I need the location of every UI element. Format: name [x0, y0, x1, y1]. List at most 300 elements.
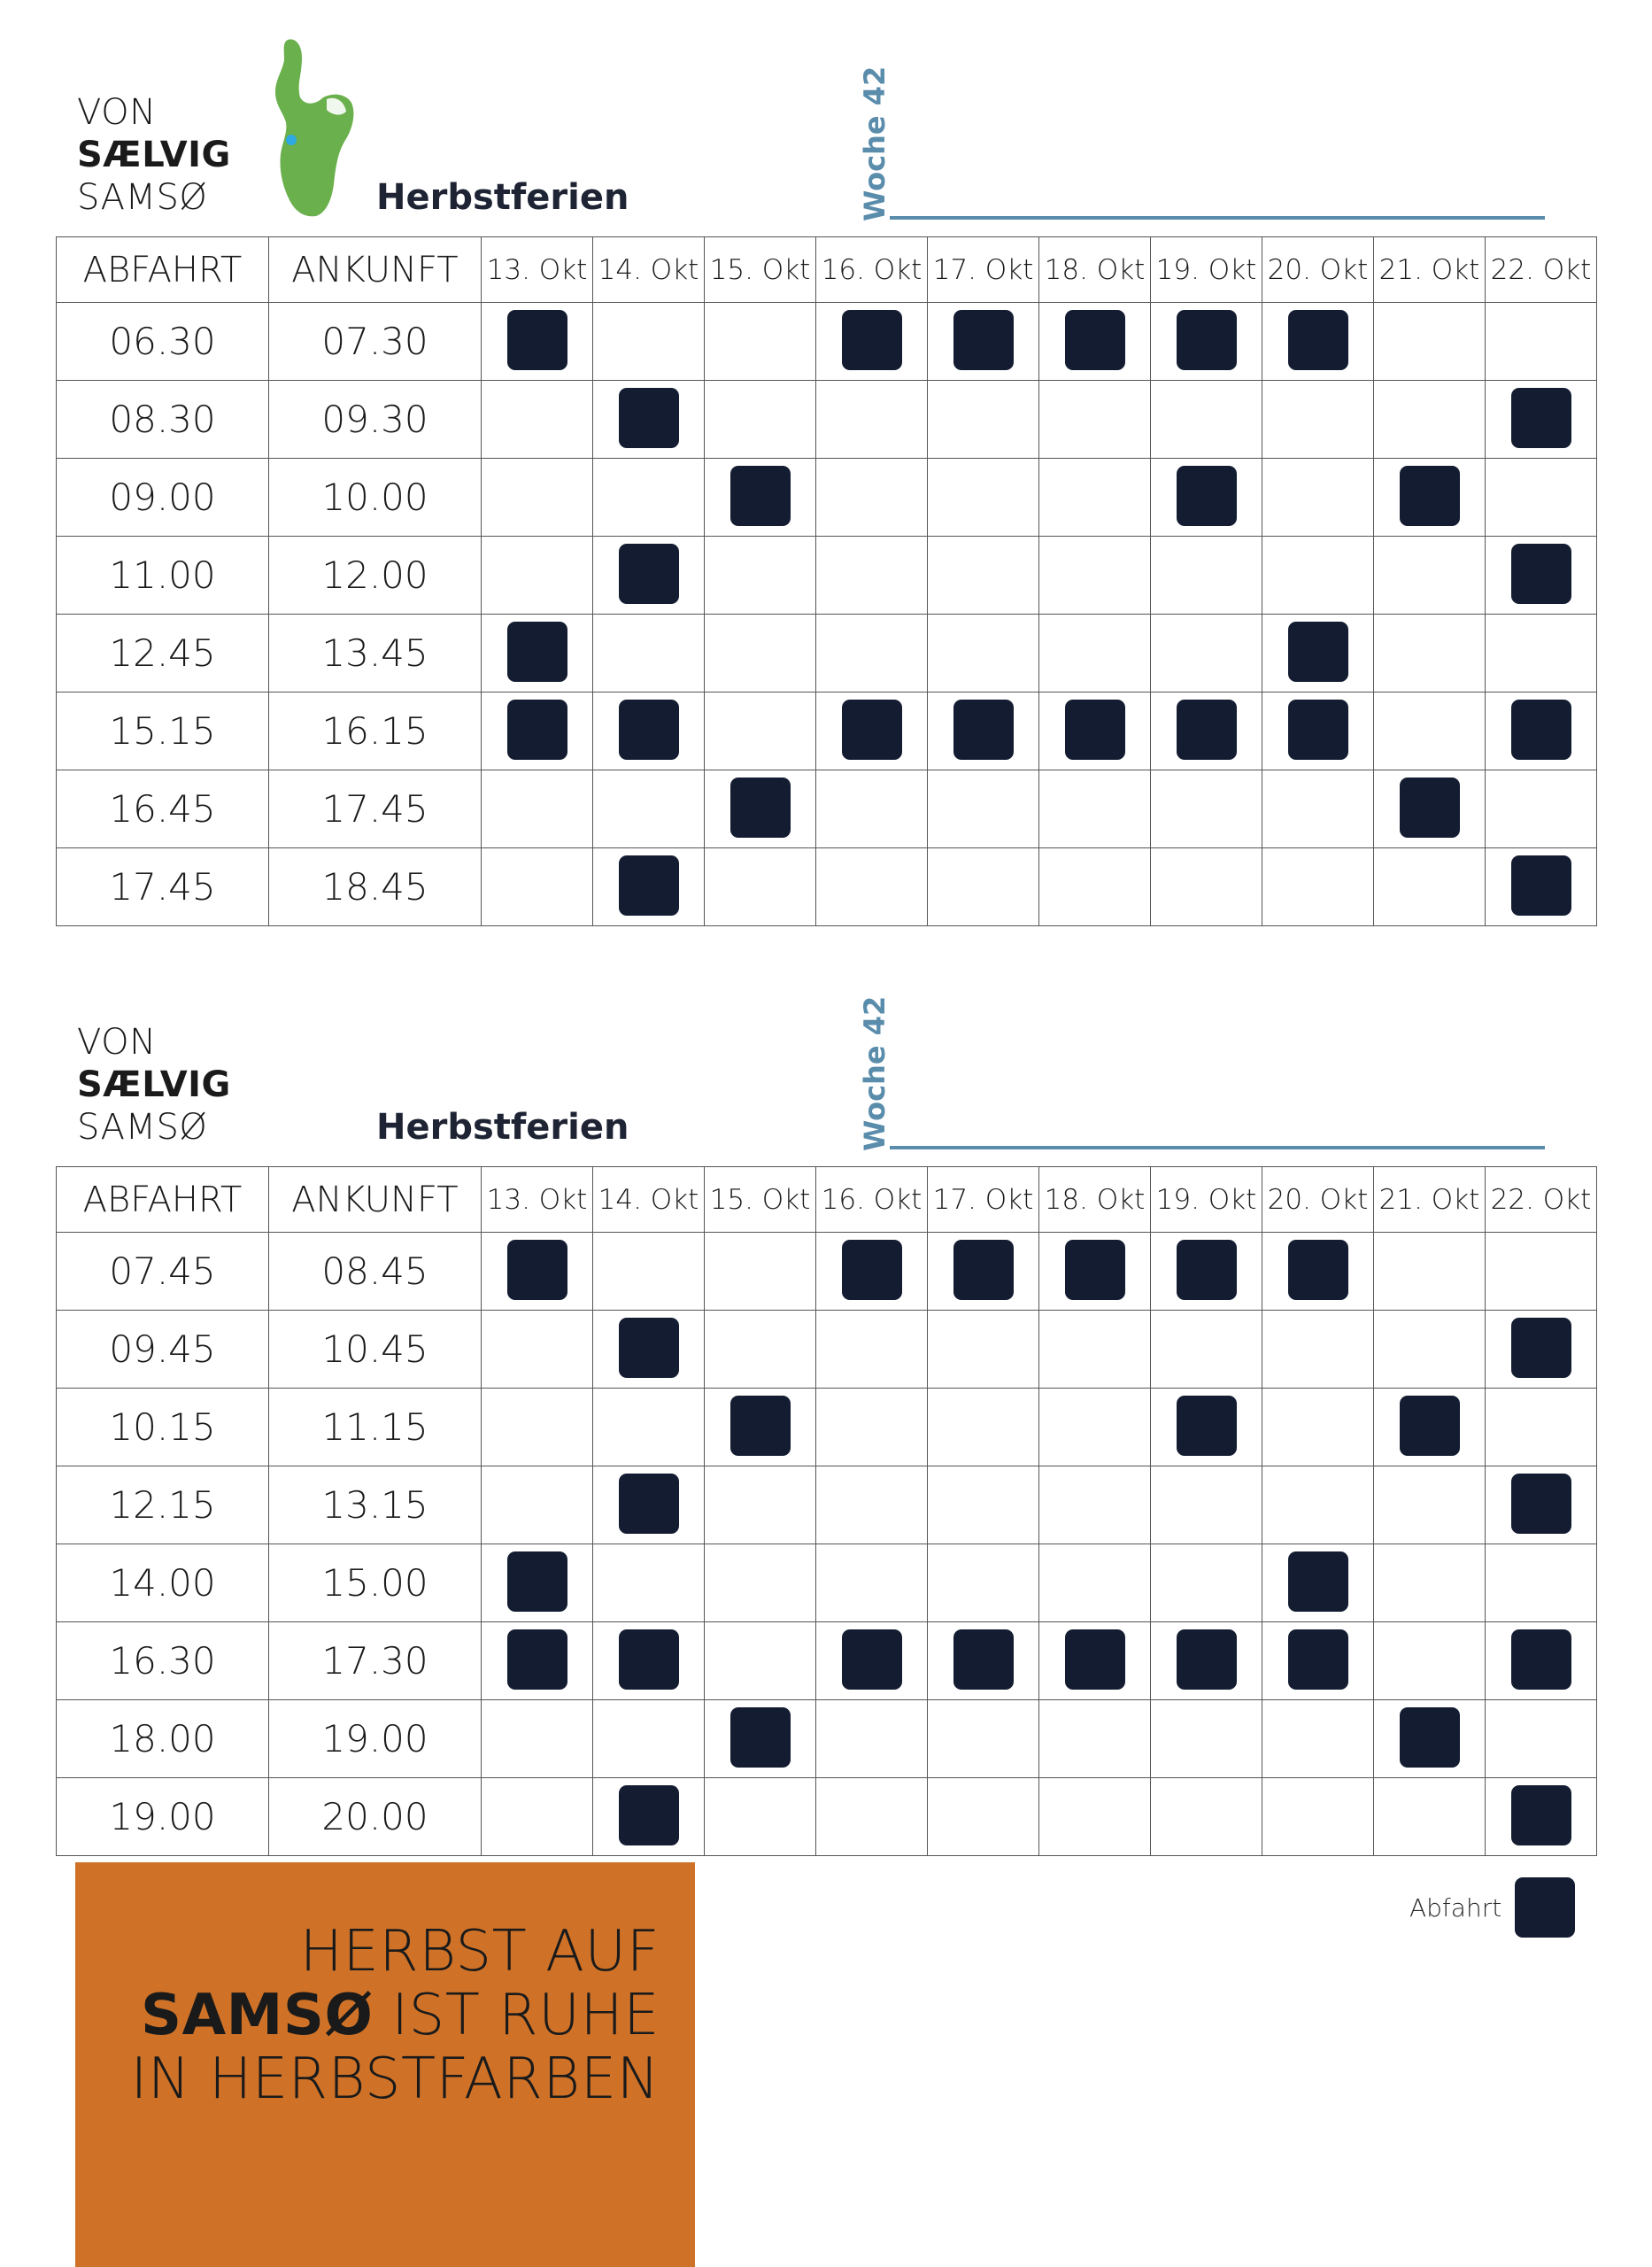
arrival-time: 13.15	[269, 1466, 482, 1544]
departure-square-icon	[1065, 1629, 1125, 1690]
day-cell	[928, 770, 1039, 848]
day-header: 16. Okt	[816, 1167, 928, 1233]
header-row	[57, 237, 1597, 303]
table-row	[57, 615, 1597, 692]
day-cell	[1374, 1466, 1486, 1544]
day-cell	[1151, 537, 1262, 615]
origin-line-2: SÆLVIG	[77, 135, 231, 175]
table-body	[57, 303, 1597, 926]
day-cell	[1486, 459, 1597, 537]
day-header: 14. Okt	[593, 1167, 705, 1233]
departure-square-icon	[1511, 388, 1571, 448]
departure-square-icon	[619, 1785, 679, 1845]
day-header: 22. Okt	[1486, 1167, 1597, 1233]
slogan-line-1: HERBST AUF	[299, 1919, 660, 1985]
departure-time: 16.45	[57, 770, 269, 848]
day-cell	[816, 1311, 928, 1389]
day-header: 19. Okt	[1151, 237, 1262, 303]
day-cell	[816, 615, 928, 692]
day-cell	[482, 1233, 593, 1311]
departure-square-icon	[507, 310, 567, 370]
departure-time: 14.00	[57, 1544, 269, 1622]
day-cell	[928, 537, 1039, 615]
day-cell	[593, 537, 705, 615]
day-cell	[593, 615, 705, 692]
day-cell	[928, 1389, 1039, 1466]
day-cell	[816, 1466, 928, 1544]
table-row	[57, 1700, 1597, 1778]
day-cell	[1262, 848, 1374, 926]
day-cell	[705, 1466, 816, 1544]
origin-line-1: VON	[77, 92, 157, 133]
day-cell	[593, 1389, 705, 1466]
day-cell	[593, 848, 705, 926]
day-cell	[482, 692, 593, 770]
departure-square-icon	[619, 1318, 679, 1378]
day-cell	[816, 381, 928, 459]
legend-label: Abfahrt	[1409, 1893, 1502, 1923]
day-cell	[482, 381, 593, 459]
day-cell	[705, 381, 816, 459]
day-cell	[1374, 459, 1486, 537]
departure-square-icon	[1288, 1551, 1348, 1612]
day-cell	[816, 848, 928, 926]
table-row	[57, 381, 1597, 459]
table-row	[57, 692, 1597, 770]
departure-time: 12.45	[57, 615, 269, 692]
day-cell	[1374, 615, 1486, 692]
day-cell	[593, 770, 705, 848]
day-header: 22. Okt	[1486, 237, 1597, 303]
departure-square-icon	[619, 855, 679, 916]
day-cell	[1486, 1622, 1597, 1700]
departure-square-icon	[1065, 700, 1125, 760]
day-cell	[482, 303, 593, 381]
day-cell	[593, 1544, 705, 1622]
day-cell	[1262, 537, 1374, 615]
arrival-time: 07.30	[269, 303, 482, 381]
day-cell	[1262, 1622, 1374, 1700]
day-cell	[482, 1622, 593, 1700]
day-cell	[928, 1311, 1039, 1389]
departure-square-icon	[1065, 310, 1125, 370]
day-cell	[1262, 1700, 1374, 1778]
day-cell	[593, 1233, 705, 1311]
day-cell	[1374, 1544, 1486, 1622]
day-header: 21. Okt	[1374, 1167, 1486, 1233]
origin-line-3: SAMSØ	[77, 1107, 208, 1148]
arrival-time: 11.15	[269, 1389, 482, 1466]
departure-time: 11.00	[57, 537, 269, 615]
departure-square-icon	[1511, 1629, 1571, 1690]
arrival-time: 15.00	[269, 1544, 482, 1622]
table-row	[57, 848, 1597, 926]
arrival-time: 09.30	[269, 381, 482, 459]
day-cell	[928, 381, 1039, 459]
day-cell	[1486, 1778, 1597, 1856]
departure-square-icon	[507, 1551, 567, 1612]
day-cell	[1039, 615, 1151, 692]
day-cell	[1262, 1466, 1374, 1544]
departure-square-icon	[619, 388, 679, 448]
day-cell	[482, 459, 593, 537]
day-cell	[593, 692, 705, 770]
departure-square-icon	[1400, 778, 1460, 838]
day-header: 13. Okt	[482, 237, 593, 303]
departure-square-icon	[842, 1629, 902, 1690]
week-label: Woche 42	[858, 66, 892, 221]
day-cell	[1486, 381, 1597, 459]
day-cell	[1486, 303, 1597, 381]
day-cell	[1486, 537, 1597, 615]
day-cell	[1151, 1311, 1262, 1389]
slogan-bold: SAMSØ	[141, 1983, 374, 2048]
arrival-time: 19.00	[269, 1700, 482, 1778]
day-cell	[705, 537, 816, 615]
day-cell	[482, 1544, 593, 1622]
day-cell	[1374, 770, 1486, 848]
day-cell	[1151, 692, 1262, 770]
day-cell	[816, 692, 928, 770]
day-cell	[1039, 1700, 1151, 1778]
day-cell	[1039, 1544, 1151, 1622]
table-row	[57, 1622, 1597, 1700]
day-cell	[1151, 1389, 1262, 1466]
day-cell	[1374, 381, 1486, 459]
day-cell	[482, 770, 593, 848]
day-cell	[705, 459, 816, 537]
day-cell	[1374, 1778, 1486, 1856]
day-cell	[1262, 1311, 1374, 1389]
day-cell	[816, 303, 928, 381]
departure-square-icon	[1515, 1877, 1575, 1938]
day-cell	[705, 1389, 816, 1466]
arrival-header: ANKUNFT	[269, 1167, 482, 1233]
day-cell	[1262, 1778, 1374, 1856]
day-cell	[1039, 537, 1151, 615]
day-cell	[1262, 303, 1374, 381]
day-cell	[705, 303, 816, 381]
day-cell	[482, 1466, 593, 1544]
day-cell	[1151, 1778, 1262, 1856]
table-row	[57, 1466, 1597, 1544]
departure-time: 09.45	[57, 1311, 269, 1389]
day-cell	[1039, 692, 1151, 770]
day-cell	[1374, 1700, 1486, 1778]
day-cell	[1039, 1311, 1151, 1389]
departure-time: 08.30	[57, 381, 269, 459]
day-cell	[1486, 692, 1597, 770]
departure-square-icon	[619, 700, 679, 760]
day-cell	[1374, 537, 1486, 615]
departure-square-icon	[1511, 855, 1571, 916]
departure-square-icon	[1511, 700, 1571, 760]
day-cell	[1374, 1622, 1486, 1700]
table-row	[57, 1544, 1597, 1622]
day-cell	[705, 848, 816, 926]
arrival-time: 18.45	[269, 848, 482, 926]
day-cell	[1151, 459, 1262, 537]
day-cell	[593, 1311, 705, 1389]
arrival-time: 17.45	[269, 770, 482, 848]
timetable-title: Herbstferien	[376, 177, 629, 218]
day-header: 17. Okt	[928, 237, 1039, 303]
day-cell	[593, 1778, 705, 1856]
day-cell	[1262, 1544, 1374, 1622]
departure-time: 07.45	[57, 1233, 269, 1311]
day-cell	[816, 1778, 928, 1856]
departure-square-icon	[1288, 310, 1348, 370]
day-cell	[1486, 1700, 1597, 1778]
departure-time: 15.15	[57, 692, 269, 770]
week-label: Woche 42	[858, 995, 892, 1151]
day-cell	[928, 1700, 1039, 1778]
departure-square-icon	[619, 544, 679, 604]
arrival-time: 16.15	[269, 692, 482, 770]
day-header: 19. Okt	[1151, 1167, 1262, 1233]
table-row	[57, 459, 1597, 537]
day-cell	[1486, 1544, 1597, 1622]
table-row	[57, 1233, 1597, 1311]
slogan-rest: IST RUHE	[373, 1983, 660, 2048]
departure-square-icon	[842, 700, 902, 760]
timetable-2	[56, 1166, 1597, 1856]
day-cell	[705, 1544, 816, 1622]
departure-time: 17.45	[57, 848, 269, 926]
departure-time: 10.15	[57, 1389, 269, 1466]
departure-square-icon	[1177, 1240, 1237, 1300]
day-cell	[1151, 303, 1262, 381]
day-cell	[1151, 1466, 1262, 1544]
day-cell	[1486, 1233, 1597, 1311]
week-underline	[890, 216, 1545, 220]
day-header: 20. Okt	[1262, 1167, 1374, 1233]
table-row	[57, 1311, 1597, 1389]
departure-square-icon	[1288, 622, 1348, 682]
header-row	[57, 1167, 1597, 1233]
day-cell	[705, 1622, 816, 1700]
day-cell	[705, 1311, 816, 1389]
day-cell	[1039, 770, 1151, 848]
departure-square-icon	[953, 310, 1014, 370]
day-cell	[1151, 615, 1262, 692]
table-body	[57, 1233, 1597, 1856]
slogan-line-2	[130, 1984, 660, 2047]
day-cell	[1039, 1622, 1151, 1700]
day-header: 17. Okt	[928, 1167, 1039, 1233]
table-row	[57, 1778, 1597, 1856]
day-cell	[1039, 1778, 1151, 1856]
day-cell	[1374, 692, 1486, 770]
day-cell	[1262, 615, 1374, 692]
day-cell	[593, 381, 705, 459]
day-cell	[1374, 303, 1486, 381]
table-row	[57, 770, 1597, 848]
departure-square-icon	[1511, 1785, 1571, 1845]
day-cell	[928, 1778, 1039, 1856]
day-cell	[928, 303, 1039, 381]
day-cell	[1151, 1233, 1262, 1311]
table-row	[57, 303, 1597, 381]
departure-square-icon	[730, 778, 791, 838]
day-cell	[593, 1622, 705, 1700]
day-cell	[928, 1544, 1039, 1622]
day-cell	[816, 537, 928, 615]
day-cell	[705, 615, 816, 692]
arrival-time: 20.00	[269, 1778, 482, 1856]
day-cell	[928, 1466, 1039, 1544]
departure-square-icon	[953, 1629, 1014, 1690]
day-cell	[1486, 770, 1597, 848]
samso-island-map-icon	[270, 35, 367, 221]
timetable-1	[56, 236, 1597, 926]
departure-square-icon	[953, 1240, 1014, 1300]
day-cell	[705, 692, 816, 770]
day-header: 15. Okt	[705, 237, 816, 303]
departure-square-icon	[1177, 700, 1237, 760]
day-cell	[928, 459, 1039, 537]
departure-square-icon	[507, 700, 567, 760]
departure-square-icon	[619, 1629, 679, 1690]
day-cell	[482, 1700, 593, 1778]
departure-square-icon	[1288, 1629, 1348, 1690]
day-cell	[1151, 770, 1262, 848]
day-cell	[593, 459, 705, 537]
day-cell	[593, 1466, 705, 1544]
arrival-time: 08.45	[269, 1233, 482, 1311]
day-cell	[1486, 615, 1597, 692]
day-header: 20. Okt	[1262, 237, 1374, 303]
day-cell	[1151, 848, 1262, 926]
departure-square-icon	[1400, 1707, 1460, 1768]
departure-square-icon	[1065, 1240, 1125, 1300]
day-cell	[1039, 381, 1151, 459]
departure-header: ABFAHRT	[57, 1167, 269, 1233]
day-cell	[705, 1700, 816, 1778]
departure-square-icon	[1177, 310, 1237, 370]
day-header: 18. Okt	[1039, 1167, 1151, 1233]
day-cell	[816, 1389, 928, 1466]
table-header	[57, 237, 1597, 303]
day-cell	[1262, 1233, 1374, 1311]
departure-square-icon	[842, 1240, 902, 1300]
day-cell	[1039, 459, 1151, 537]
origin-line-3: SAMSØ	[77, 177, 208, 218]
day-cell	[1486, 1311, 1597, 1389]
departure-square-icon	[619, 1474, 679, 1534]
table-row	[57, 537, 1597, 615]
day-cell	[1486, 1389, 1597, 1466]
departure-square-icon	[1511, 544, 1571, 604]
timetable-title: Herbstferien	[376, 1107, 629, 1148]
departure-square-icon	[507, 1629, 567, 1690]
day-cell	[816, 770, 928, 848]
arrival-header: ANKUNFT	[269, 237, 482, 303]
departure-time: 16.30	[57, 1622, 269, 1700]
day-cell	[1262, 1389, 1374, 1466]
day-cell	[1262, 692, 1374, 770]
day-cell	[1039, 1233, 1151, 1311]
departure-time: 12.15	[57, 1466, 269, 1544]
departure-square-icon	[730, 466, 791, 526]
day-cell	[928, 848, 1039, 926]
day-cell	[1262, 459, 1374, 537]
day-cell	[705, 770, 816, 848]
day-cell	[1039, 1389, 1151, 1466]
departure-square-icon	[1177, 466, 1237, 526]
day-cell	[928, 692, 1039, 770]
arrival-time: 10.00	[269, 459, 482, 537]
day-header: 16. Okt	[816, 237, 928, 303]
arrival-time: 17.30	[269, 1622, 482, 1700]
departure-square-icon	[1511, 1318, 1571, 1378]
day-cell	[482, 1778, 593, 1856]
day-cell	[1374, 1389, 1486, 1466]
day-cell	[1374, 848, 1486, 926]
origin-line-1: VON	[77, 1022, 157, 1063]
day-cell	[593, 1700, 705, 1778]
day-cell	[1486, 1466, 1597, 1544]
day-cell	[1151, 1544, 1262, 1622]
day-header: 15. Okt	[705, 1167, 816, 1233]
day-header: 14. Okt	[593, 237, 705, 303]
day-header: 13. Okt	[482, 1167, 593, 1233]
departure-square-icon	[1400, 1396, 1460, 1456]
departure-time: 18.00	[57, 1700, 269, 1778]
departure-square-icon	[842, 310, 902, 370]
origin-label	[77, 91, 231, 219]
promo-slogan	[130, 1920, 660, 2111]
day-cell	[1151, 1622, 1262, 1700]
departure-time: 19.00	[57, 1778, 269, 1856]
day-cell	[1039, 303, 1151, 381]
day-cell	[928, 1233, 1039, 1311]
table-header	[57, 1167, 1597, 1233]
departure-square-icon	[1288, 700, 1348, 760]
day-cell	[1262, 770, 1374, 848]
day-cell	[928, 615, 1039, 692]
day-cell	[482, 537, 593, 615]
departure-square-icon	[953, 700, 1014, 760]
departure-square-icon	[1288, 1240, 1348, 1300]
day-cell	[816, 1700, 928, 1778]
day-cell	[1039, 848, 1151, 926]
table-row	[57, 1389, 1597, 1466]
day-cell	[1262, 381, 1374, 459]
departure-square-icon	[507, 1240, 567, 1300]
departure-time: 06.30	[57, 303, 269, 381]
arrival-time: 10.45	[269, 1311, 482, 1389]
day-cell	[816, 1233, 928, 1311]
day-cell	[482, 615, 593, 692]
day-header: 21. Okt	[1374, 237, 1486, 303]
departure-square-icon	[730, 1396, 791, 1456]
slogan-line-3: IN HERBSTFARBEN	[130, 2046, 660, 2112]
day-cell	[816, 459, 928, 537]
departure-time: 09.00	[57, 459, 269, 537]
week-underline	[890, 1146, 1545, 1149]
day-cell	[816, 1622, 928, 1700]
day-cell	[1039, 1466, 1151, 1544]
day-cell	[1151, 381, 1262, 459]
promo-block	[75, 1862, 695, 2267]
departure-square-icon	[1511, 1474, 1571, 1534]
day-cell	[482, 1389, 593, 1466]
day-cell	[1374, 1311, 1486, 1389]
departure-square-icon	[507, 622, 567, 682]
day-cell	[705, 1778, 816, 1856]
day-cell	[593, 303, 705, 381]
